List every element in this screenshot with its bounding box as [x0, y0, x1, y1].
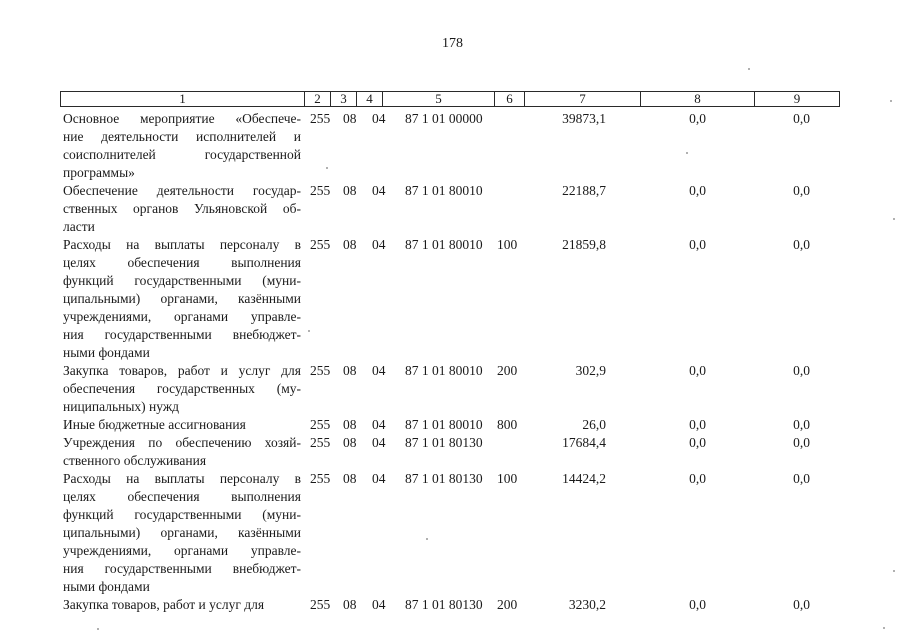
target-article-code: 87 1 01 80130 [405, 597, 483, 612]
header-col-7: 7 [525, 92, 641, 106]
subsection-code: 04 [372, 237, 386, 252]
table-row [0, 236, 905, 362]
scan-speck [883, 627, 885, 629]
target-article-code: 87 1 01 80010 [405, 183, 483, 198]
description-line: соисполнителей государственной [63, 147, 301, 162]
grbs-code: 255 [310, 597, 331, 612]
scan-speck [893, 218, 895, 220]
grbs-code: 255 [310, 417, 331, 432]
subsection-code: 04 [372, 111, 386, 126]
subsection-code: 04 [372, 597, 386, 612]
grbs-code: 255 [310, 237, 331, 252]
amount-col7: 39873,1 [562, 111, 606, 126]
amount-col7: 3230,2 [568, 597, 606, 612]
table-row [0, 434, 905, 470]
grbs-code: 255 [310, 111, 331, 126]
header-col-6: 6 [495, 92, 525, 106]
description-line: Закупка товаров, работ и услуг для [63, 363, 301, 378]
grbs-code: 255 [310, 183, 331, 198]
scan-speck [890, 100, 892, 102]
row-description [63, 182, 301, 236]
scan-speck [97, 628, 99, 630]
description-line: ласти [63, 219, 95, 234]
expense-type-code: 800 [497, 417, 518, 432]
table-row [0, 110, 905, 182]
budget-table-body [0, 110, 905, 620]
description-line: целях обеспечения выполнения [63, 255, 301, 270]
scan-speck [686, 152, 688, 154]
target-article-code: 87 1 01 80130 [405, 471, 483, 486]
header-col-4: 4 [357, 92, 383, 106]
header-col-2: 2 [305, 92, 331, 106]
amount-col7: 21859,8 [562, 237, 606, 252]
amount-col9: 0,0 [793, 183, 810, 198]
amount-col9: 0,0 [793, 597, 810, 612]
grbs-code: 255 [310, 363, 331, 378]
expense-type-code: 100 [497, 471, 518, 486]
row-description [63, 434, 301, 470]
header-col-3: 3 [331, 92, 357, 106]
target-article-code: 87 1 01 80010 [405, 417, 483, 432]
amount-col8: 0,0 [689, 597, 706, 612]
subsection-code: 04 [372, 417, 386, 432]
description-line: ниципальных) нужд [63, 399, 180, 414]
scan-speck [308, 330, 310, 332]
amount-col9: 0,0 [793, 435, 810, 450]
description-line: ственных органов Ульяновской об- [63, 201, 301, 216]
table-row [0, 416, 905, 434]
target-article-code: 87 1 01 80010 [405, 363, 483, 378]
description-line: ными фондами [63, 345, 150, 360]
amount-col8: 0,0 [689, 417, 706, 432]
section-code: 08 [343, 237, 357, 252]
page-number: 178 [442, 36, 463, 51]
section-code: 08 [343, 471, 357, 486]
scan-speck [426, 538, 428, 540]
subsection-code: 04 [372, 435, 386, 450]
target-article-code: 87 1 01 80130 [405, 435, 483, 450]
row-description [63, 362, 301, 416]
scan-speck [893, 570, 895, 572]
section-code: 08 [343, 435, 357, 450]
row-description [63, 236, 301, 362]
table-row [0, 470, 905, 596]
description-line: ния государственными внебюджет- [63, 561, 301, 576]
subsection-code: 04 [372, 363, 386, 378]
grbs-code: 255 [310, 471, 331, 486]
section-code: 08 [343, 111, 357, 126]
amount-col9: 0,0 [793, 363, 810, 378]
description-line: функций государственными (муни- [63, 273, 301, 288]
description-line: программы» [63, 165, 135, 180]
description-line: Иные бюджетные ассигнования [63, 417, 246, 432]
amount-col7: 14424,2 [562, 471, 606, 486]
section-code: 08 [343, 363, 357, 378]
target-article-code: 87 1 01 00000 [405, 111, 483, 126]
scan-speck [326, 167, 328, 169]
amount-col9: 0,0 [793, 471, 810, 486]
header-col-1: 1 [61, 92, 305, 106]
amount-col9: 0,0 [793, 111, 810, 126]
description-line: ние деятельности исполнителей и [63, 129, 301, 144]
description-line: Закупка товаров, работ и услуг для [63, 597, 265, 612]
header-col-8: 8 [641, 92, 755, 106]
amount-col8: 0,0 [689, 471, 706, 486]
description-line: Учреждения по обеспечению хозяй- [63, 435, 301, 450]
amount-col7: 17684,4 [562, 435, 606, 450]
table-header [60, 91, 840, 107]
description-line: ципальными) органами, казёнными [63, 291, 301, 306]
header-col-9: 9 [793, 91, 801, 106]
description-line: Основное мероприятие «Обеспече- [63, 111, 301, 126]
row-description [63, 470, 301, 596]
table-row [0, 182, 905, 236]
table-row [0, 596, 905, 620]
expense-type-code: 200 [497, 363, 518, 378]
description-line: целях обеспечения выполнения [63, 489, 301, 504]
description-line: учреждениями, органами управле- [63, 543, 301, 558]
section-code: 08 [343, 597, 357, 612]
row-description [63, 596, 301, 614]
description-line: ными фондами [63, 579, 150, 594]
description-line: ципальными) органами, казёнными [63, 525, 301, 540]
description-line: Обеспечение деятельности государ- [63, 183, 301, 198]
description-line: учреждениями, органами управле- [63, 309, 301, 324]
amount-col7: 26,0 [582, 417, 606, 432]
amount-col8: 0,0 [689, 111, 706, 126]
description-line: Расходы на выплаты персоналу в [63, 237, 301, 252]
amount-col8: 0,0 [689, 435, 706, 450]
subsection-code: 04 [372, 471, 386, 486]
target-article-code: 87 1 01 80010 [405, 237, 483, 252]
description-line: ния государственными внебюджет- [63, 327, 301, 342]
amount-col9: 0,0 [793, 417, 810, 432]
header-col-5: 5 [383, 92, 495, 106]
row-description [63, 416, 301, 434]
row-description [63, 110, 301, 182]
grbs-code: 255 [310, 435, 331, 450]
expense-type-code: 200 [497, 597, 518, 612]
amount-col8: 0,0 [689, 237, 706, 252]
description-line: Расходы на выплаты персоналу в [63, 471, 301, 486]
amount-col8: 0,0 [689, 183, 706, 198]
description-line: ственного обслуживания [63, 453, 207, 468]
amount-col8: 0,0 [689, 363, 706, 378]
scan-speck [748, 68, 750, 70]
amount-col9: 0,0 [793, 237, 810, 252]
amount-col7: 22188,7 [562, 183, 606, 198]
section-code: 08 [343, 417, 357, 432]
table-row [0, 362, 905, 416]
amount-col7: 302,9 [575, 363, 606, 378]
expense-type-code: 100 [497, 237, 518, 252]
section-code: 08 [343, 183, 357, 198]
subsection-code: 04 [372, 183, 386, 198]
description-line: функций государственными (муни- [63, 507, 301, 522]
description-line: обеспечения государственных (му- [63, 381, 301, 396]
